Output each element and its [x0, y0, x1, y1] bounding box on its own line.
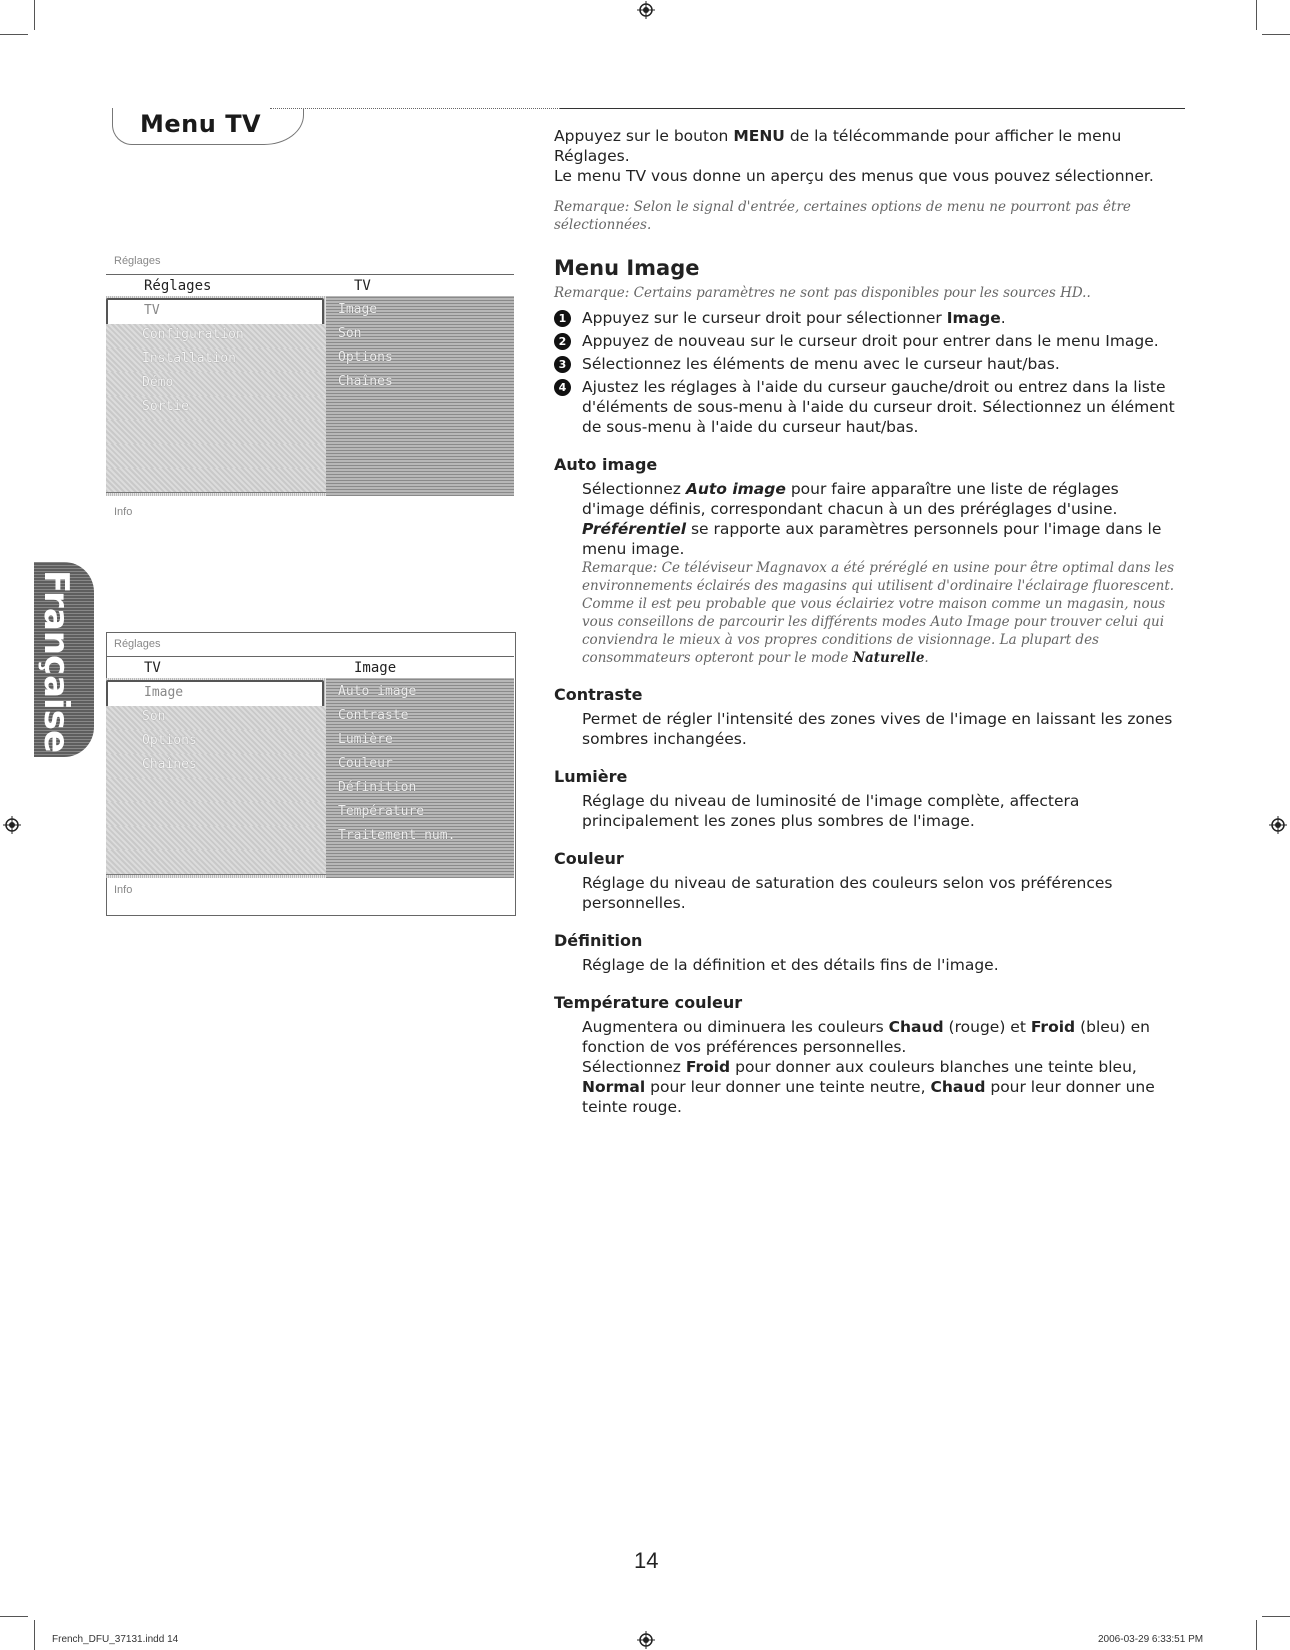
osd-menu-item-label: Son [142, 709, 166, 724]
step-item [554, 331, 1184, 351]
text-run: Appuyez sur le bouton [554, 127, 734, 145]
osd-menu-item [106, 754, 326, 779]
osd-info: Info [114, 506, 133, 518]
step-number-icon: 3 [554, 356, 571, 373]
osd-breadcrumb: Réglages [114, 255, 161, 267]
text-run: pour faire apparaître une liste de réglages d'image définis, correspondant chacun à un des préréglages d'usine. [582, 480, 1119, 518]
osd-column-header: TV [144, 660, 161, 676]
auto-image-paragraph [582, 519, 1184, 559]
heading-contraste: Contraste [554, 685, 643, 704]
heading-auto-image: Auto image [554, 455, 658, 474]
osd-menu-item [106, 802, 326, 827]
osd-screenshot-image-menu [106, 632, 514, 914]
text-run: (rouge) et [943, 1018, 1031, 1036]
osd-menu-item [106, 706, 326, 731]
osd-menu-item-label: Options [142, 733, 197, 748]
heading-couleur: Couleur [554, 849, 624, 868]
lumiere-text: Réglage du niveau de luminosité de l'image complète, affectera principalement les zones plus sombres de l'image. [582, 792, 1080, 830]
contraste-text: Permet de régler l'intensité des zones vives de l'image en laissant les zones sombres inchangées. [582, 710, 1173, 748]
osd-info: Info [114, 884, 133, 896]
text-run-bold: Froid [685, 1058, 731, 1076]
text-run-bold: Auto image [685, 480, 786, 498]
main-text-column [554, 126, 1184, 1117]
text-run: Appuyez sur le curseur droit pour sélectionner [582, 309, 947, 327]
text-run-bold: Image [946, 309, 1001, 327]
osd-submenu-item: Lumière [338, 732, 393, 747]
osd-menu-item [106, 396, 326, 421]
osd-menu-item [106, 778, 326, 803]
heading-menu-image: Menu Image [554, 256, 700, 280]
text-run-bold: MENU [733, 127, 785, 145]
menu-image-note: Remarque: Certains paramètres ne sont pas disponibles pour les sources HD.. [554, 285, 1091, 301]
temperature-paragraph [582, 1057, 1184, 1117]
text-run: Augmentera ou diminuera les couleurs [582, 1018, 889, 1036]
page-number: 14 [634, 1548, 659, 1573]
footer-timestamp: 2006-03-29 6:33:51 PM [1098, 1634, 1204, 1645]
osd-submenu-item: Image [338, 302, 378, 317]
text-run: de la télécommande pour afficher le menu Réglages. [554, 127, 1122, 165]
intro-note: Remarque: Selon le signal d'entrée, certaines options de menu ne pourront pas être sélectionnées. [554, 199, 1131, 233]
couleur-text: Réglage du niveau de saturation des couleurs selon vos préférences personnelles. [582, 874, 1113, 912]
text-run-bold: Naturelle [852, 650, 925, 666]
crop-mark [1262, 34, 1290, 35]
osd-menu-item [106, 850, 326, 875]
text-run-bold: Froid [1030, 1018, 1076, 1036]
osd-menu-item [106, 680, 324, 708]
registration-mark-icon [1268, 815, 1288, 835]
osd-menu-item [106, 324, 326, 349]
heading-lumiere: Lumière [554, 767, 628, 786]
text-run: . [924, 650, 929, 666]
language-tab-label: Française [36, 570, 76, 754]
auto-image-note [582, 559, 1184, 667]
osd-column-header: Image [354, 660, 397, 676]
crop-mark [34, 1620, 35, 1650]
crop-mark [0, 1616, 28, 1617]
osd-submenu-item: Définition [338, 780, 417, 795]
osd-menu-item-label: Sortie [142, 399, 189, 414]
crop-mark [0, 34, 28, 35]
osd-screenshot-tv-menu [106, 250, 514, 520]
text-run-bold: Chaud [888, 1018, 944, 1036]
osd-menu-item-label: Configuration [142, 327, 244, 342]
heading-definition: Définition [554, 931, 643, 950]
text-run: Remarque: Ce téléviseur Magnavox a été préréglé en usine pour être optimal dans les environnements éclairés des magasins qui utilisent d'ordinaire l'éclairage fluorescent. Comme il est peu probable que vous éclairiez votre maison comme un magasin, nous vous conseillons de parcourir les différents modes Auto Image pour trouver celui qui conviendra le mieux à vos propres conditions de visionnage. La plupart des consommateurs opteront pour le mode [582, 560, 1175, 666]
osd-submenu-item: Chaînes [338, 374, 393, 389]
auto-image-paragraph [582, 479, 1184, 519]
osd-menu-item [106, 372, 326, 397]
osd-menu-item-label: TV [144, 303, 160, 318]
crop-mark [1256, 1620, 1257, 1650]
osd-menu-item-label: Chaînes [142, 757, 197, 772]
osd-menu-item [106, 420, 326, 445]
osd-submenu-item: Options [338, 350, 393, 365]
osd-menu-item [106, 826, 326, 851]
text-run: (bleu) en fonction de vos préférences personnelles. [582, 1018, 1150, 1056]
crop-mark [1256, 0, 1257, 30]
registration-mark-icon [636, 0, 656, 20]
registration-mark-icon [2, 815, 22, 835]
osd-submenu-item: Auto image [338, 684, 417, 699]
text-run-bold: Normal [582, 1078, 646, 1096]
text-run: Sélectionnez [582, 1058, 686, 1076]
temperature-paragraph [582, 1017, 1184, 1057]
definition-text: Réglage de la définition et des détails fins de l'image. [582, 956, 999, 974]
text-run: pour leur donner une teinte rouge. [582, 1078, 1155, 1116]
text-run-bold: Préférentiel [582, 520, 687, 538]
osd-column-header: Réglages [144, 278, 212, 294]
step-number-icon: 2 [554, 333, 571, 350]
intro-paragraph [554, 126, 1184, 166]
osd-breadcrumb: Réglages [114, 638, 161, 650]
osd-submenu-item: Traitement num. [338, 828, 456, 843]
text-run: se rapporte aux paramètres personnels pour l'image dans le menu image. [582, 520, 1162, 558]
header-rule [560, 108, 1185, 109]
osd-menu-item-label: Démo [142, 375, 174, 390]
step-item [554, 377, 1184, 437]
footer-filename: French_DFU_37131.indd 14 [52, 1634, 179, 1645]
text-run: Sélectionnez les éléments de menu avec le curseur haut/bas. [582, 355, 1060, 373]
text-run: pour donner aux couleurs blanches une teinte bleu, [730, 1058, 1137, 1076]
osd-panel [106, 678, 514, 878]
osd-menu-item [106, 468, 326, 493]
osd-submenu-item: Couleur [338, 756, 393, 771]
text-run: Ajustez les réglages à l'aide du curseur gauche/droit ou entrez dans la liste d'éléments de sous-menu à l'aide du curseur droit. Sélectionnez un élément de sous-menu à l'aide du curseur haut/bas. [582, 378, 1175, 436]
osd-submenu-item: Contraste [338, 708, 409, 723]
heading-temperature: Température couleur [554, 993, 743, 1012]
step-item [554, 308, 1184, 328]
crop-mark [34, 0, 35, 30]
osd-menu-item [106, 348, 326, 373]
header-dotted-rule [270, 108, 562, 109]
osd-separator [106, 656, 514, 657]
intro-paragraph: Le menu TV vous donne un aperçu des menus que vous pouvez sélectionner. [554, 167, 1154, 185]
step-item [554, 354, 1184, 374]
text-run: Sélectionnez [582, 480, 686, 498]
text-run: . [1000, 309, 1006, 327]
crop-mark [1262, 1616, 1290, 1617]
section-title: Menu TV [140, 110, 262, 138]
osd-panel [106, 296, 514, 496]
text-run: Appuyez de nouveau sur le curseur droit pour entrer dans le menu Image. [582, 332, 1159, 350]
text-run-bold: Chaud [930, 1078, 986, 1096]
osd-menu-item [106, 730, 326, 755]
osd-separator [106, 274, 514, 275]
osd-submenu-item: Son [338, 326, 362, 341]
osd-menu-item [106, 298, 324, 326]
osd-submenu-item: Température [338, 804, 425, 819]
text-run: pour leur donner une teinte neutre, [645, 1078, 931, 1096]
osd-menu-item-label: Image [144, 685, 184, 700]
osd-menu-item-label: Installation [142, 351, 236, 366]
step-number-icon: 4 [554, 379, 571, 396]
step-number-icon: 1 [554, 310, 571, 327]
osd-column-header: TV [354, 278, 371, 294]
registration-mark-icon [636, 1630, 656, 1650]
osd-menu-item [106, 444, 326, 469]
